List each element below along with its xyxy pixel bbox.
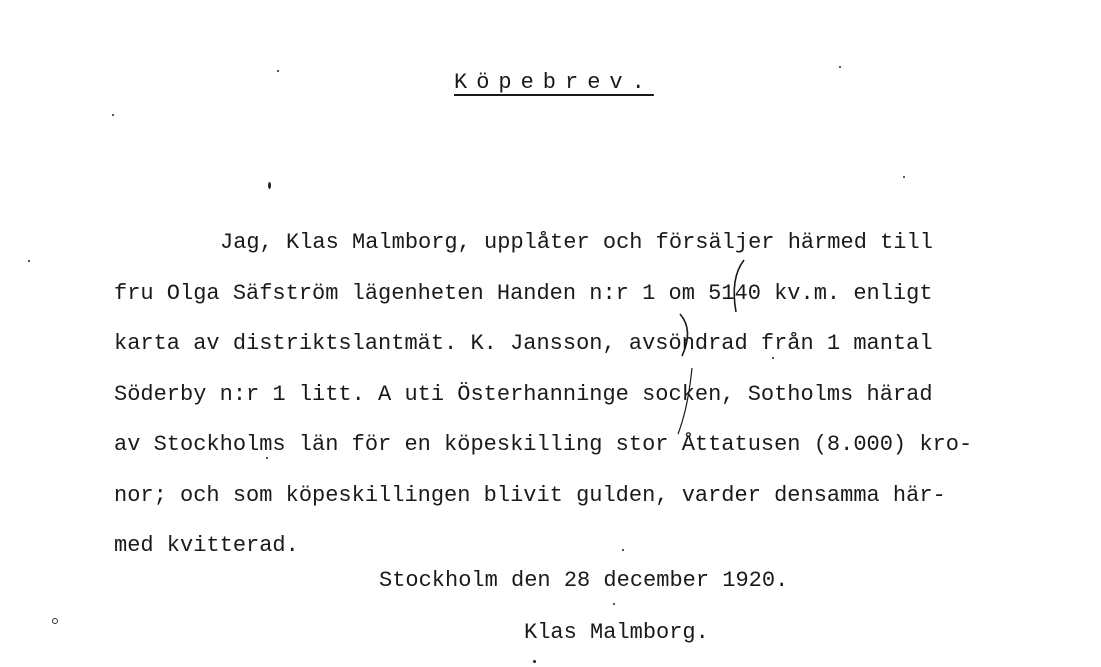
scan-speck xyxy=(28,260,30,262)
body-line-1: Jag, Klas Malmborg, upplåter och försäljer härmed till xyxy=(220,230,933,255)
scan-speck xyxy=(622,549,624,551)
scan-speck xyxy=(112,114,114,116)
document-body xyxy=(114,218,1044,572)
signature: Klas Malmborg. xyxy=(524,620,709,645)
scan-speck xyxy=(52,618,58,624)
place-and-date: Stockholm den 28 december 1920. xyxy=(379,568,789,593)
scan-speck xyxy=(533,660,536,663)
scan-speck xyxy=(268,182,271,189)
body-line-7: med kvitterad. xyxy=(114,533,299,558)
scan-speck xyxy=(903,176,905,178)
scan-speck xyxy=(277,70,279,72)
body-line-2: fru Olga Säfström lägenheten Handen n:r 1 om 5140 kv.m. enligt xyxy=(114,280,933,306)
scan-speck xyxy=(266,457,268,459)
document-title: Köpebrev. xyxy=(454,70,654,95)
scan-speck xyxy=(839,66,841,68)
body-line-3: karta av distriktslantmät. K. Jansson, avsöndrad från 1 mantal xyxy=(114,331,933,356)
body-line-6: nor; och som köpeskillingen blivit gulden, varder densamma här- xyxy=(114,482,946,508)
scan-speck xyxy=(772,357,774,359)
body-line-5: av Stockholms län för en köpeskilling stor Åttatusen (8.000) kro- xyxy=(114,432,973,457)
body-line-4: Söderby n:r 1 litt. A uti Österhanninge socken, Sotholms härad xyxy=(114,381,933,407)
scan-speck xyxy=(613,603,615,605)
